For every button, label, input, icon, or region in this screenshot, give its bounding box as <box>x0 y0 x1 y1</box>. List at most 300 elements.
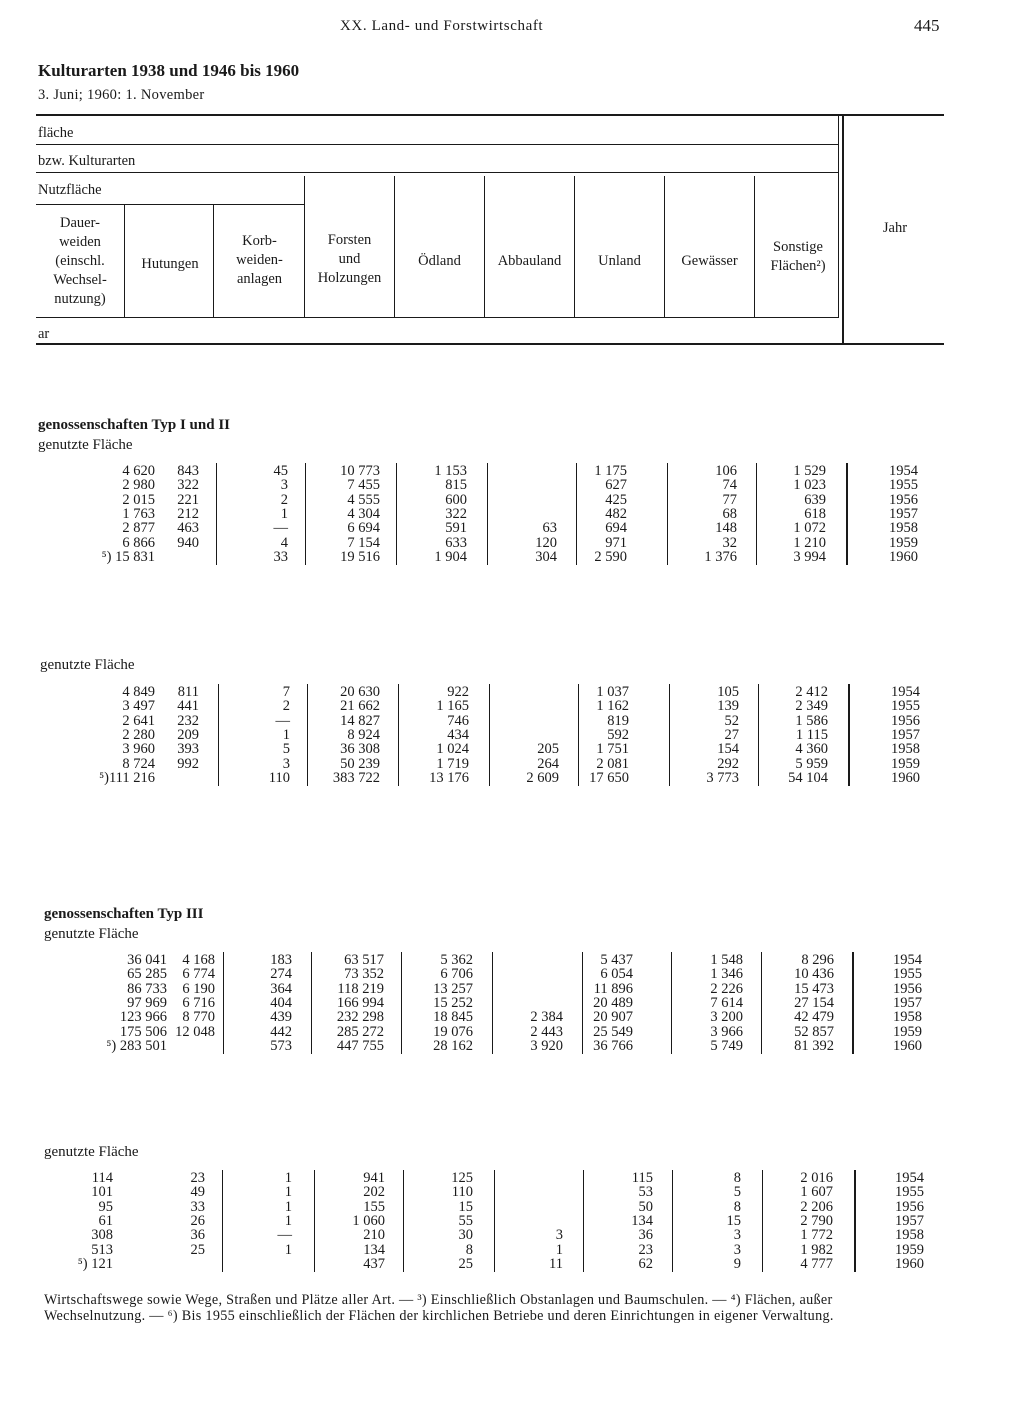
table-cell: 25 <box>190 1241 205 1258</box>
table-cell: ⁵) 283 501 <box>106 1037 167 1054</box>
col-header-text: Hutungen <box>141 256 199 272</box>
table-cell: ⁵) 15 831 <box>101 548 155 565</box>
table-cell: 627 <box>605 477 627 494</box>
table-cell: 8 724 <box>122 755 155 772</box>
header-unit: ar <box>38 326 50 342</box>
table-cell: 4 849 <box>122 684 155 700</box>
table-cell: 1 <box>284 1212 292 1229</box>
table-cell: 2 877 <box>122 520 155 537</box>
table-cell: 210 <box>363 1227 385 1244</box>
table-cell: 125 <box>451 1170 473 1186</box>
year-cell: 1959 <box>889 534 918 551</box>
column-divider <box>671 952 672 1054</box>
year-cell: 1958 <box>891 741 920 758</box>
column-divider <box>667 463 668 565</box>
table-cell: 77 <box>722 491 737 508</box>
table-cell: 1 763 <box>122 505 155 522</box>
column-divider <box>578 684 579 786</box>
column-divider <box>398 684 399 786</box>
table-cell: 2 590 <box>594 548 627 565</box>
table-cell: 13 176 <box>429 769 469 786</box>
table-cell: 811 <box>177 684 199 700</box>
table-cell: 425 <box>605 491 627 508</box>
column-divider <box>218 684 219 786</box>
table-cell: 922 <box>447 684 469 700</box>
year-cell: 1956 <box>891 712 920 729</box>
table-cell: 63 <box>542 520 557 537</box>
table-cell: 6 866 <box>122 534 155 551</box>
table-cell: 110 <box>268 769 290 786</box>
header-rule-1 <box>36 144 839 145</box>
header-divider-jahr <box>842 116 844 344</box>
column-divider <box>762 1170 763 1272</box>
table-cell: 513 <box>91 1241 113 1258</box>
year-cell: 1958 <box>893 1009 922 1026</box>
year-cell: 1958 <box>895 1227 924 1244</box>
table-cell: 1 751 <box>596 741 629 758</box>
section-1-subtitle: genutzte Fläche <box>38 437 133 453</box>
col-header-abbauland <box>485 252 574 271</box>
column-divider <box>669 684 670 786</box>
header-nutzflaeche: Nutzfläche <box>38 182 102 198</box>
table-cell: 442 <box>270 1023 292 1040</box>
column-divider <box>672 1170 673 1272</box>
table-cell: 154 <box>717 741 739 758</box>
table-cell: 1 165 <box>436 698 469 715</box>
table-cell: 5 749 <box>710 1037 743 1054</box>
table-cell: 383 722 <box>332 769 380 786</box>
year-cell: 1957 <box>891 726 920 743</box>
table-cell: 8 770 <box>182 1009 215 1026</box>
table-cell: 2 206 <box>800 1198 833 1215</box>
header-rule-3 <box>36 204 304 205</box>
table-cell: — <box>273 520 288 537</box>
table-cell: 1 023 <box>793 477 826 494</box>
table-cell: 441 <box>177 698 199 715</box>
col-header-dauerweiden <box>36 214 124 309</box>
column-divider <box>396 463 397 565</box>
year-cell: 1960 <box>895 1255 924 1272</box>
table-cell: 5 959 <box>795 755 828 772</box>
table-cell: 992 <box>177 755 199 772</box>
year-cell: 1959 <box>891 755 920 772</box>
table-cell: 746 <box>447 712 469 729</box>
year-cell: 1957 <box>895 1212 924 1229</box>
table-cell: 17 650 <box>589 769 629 786</box>
year-cell: 1954 <box>891 684 920 700</box>
table-cell: 322 <box>177 477 199 494</box>
table-cell: 12 048 <box>175 1023 215 1040</box>
table-cell: 843 <box>177 463 199 479</box>
table-cell: 7 455 <box>347 477 380 494</box>
table-cell: 36 308 <box>340 741 380 758</box>
table-cell: 1 024 <box>436 741 469 758</box>
table-cell: 4 <box>280 534 288 551</box>
table-cell: 5 <box>733 1184 741 1201</box>
table-cell: 97 969 <box>127 994 167 1011</box>
year-cell: 1955 <box>893 966 922 983</box>
table-cell: 73 352 <box>344 966 384 983</box>
table-cell: 2 016 <box>800 1170 833 1186</box>
column-divider <box>582 952 583 1054</box>
table-cell: 2 081 <box>596 755 629 772</box>
table-cell: 6 190 <box>182 980 215 997</box>
table-cell: 19 076 <box>433 1023 473 1040</box>
table-cell: 32 <box>722 534 737 551</box>
table-cell: 5 437 <box>600 952 633 968</box>
table-cell: 14 827 <box>340 712 380 729</box>
year-cell: 1957 <box>889 505 918 522</box>
section-1-title: genossenschaften Typ I und II <box>38 417 231 433</box>
table-cell: 55 <box>458 1212 473 1229</box>
table-cell: 8 296 <box>801 952 834 968</box>
table-cell: 1 548 <box>710 952 743 968</box>
table-cell: 53 <box>638 1184 653 1201</box>
table-cell: 205 <box>537 741 559 758</box>
table-cell: 1 904 <box>434 548 467 565</box>
table-cell: 1 529 <box>793 463 826 479</box>
col-header-korbweiden <box>215 232 304 289</box>
table-cell: 463 <box>177 520 199 537</box>
year-cell: 1954 <box>893 952 922 968</box>
table-cell: 1 037 <box>596 684 629 700</box>
table-cell: 971 <box>605 534 627 551</box>
column-divider <box>852 952 854 1054</box>
table-cell: 573 <box>270 1037 292 1054</box>
table-cell: 3 773 <box>706 769 739 786</box>
table-cell: 23 <box>190 1170 205 1186</box>
table-cell: 1 072 <box>793 520 826 537</box>
table-cell: 52 857 <box>794 1023 834 1040</box>
column-divider <box>758 684 759 786</box>
table-cell: 404 <box>270 994 292 1011</box>
table-cell: 183 <box>270 952 292 968</box>
header-vline-1 <box>124 205 125 317</box>
footnote-line-2: Wechselnutzung. — ⁶) Bis 1955 einschließlich der Flächen der kirchlichen Betriebe und deren Einrichtungen in eigener Verwaltung. <box>44 1308 834 1324</box>
column-divider <box>216 463 217 565</box>
year-cell: 1960 <box>889 548 918 565</box>
table-cell: 439 <box>270 1009 292 1026</box>
header-vline-5 <box>484 176 485 317</box>
header-flaeche: fläche <box>38 125 74 141</box>
table-cell: 15 <box>458 1198 473 1215</box>
table-cell: 3 <box>733 1227 741 1244</box>
running-head: XX. Land- und Forstwirtschaft <box>340 18 544 34</box>
table-cell: 27 154 <box>794 994 834 1011</box>
table-cell: 2 <box>280 491 288 508</box>
table-cell: 3 200 <box>710 1009 743 1026</box>
table-cell: 36 <box>190 1227 205 1244</box>
table-cell: 105 <box>717 684 739 700</box>
table-cell: 63 517 <box>344 952 384 968</box>
table-cell: 3 <box>280 477 288 494</box>
table-cell: 155 <box>363 1198 385 1215</box>
table-cell: 148 <box>715 520 737 537</box>
table-cell: 115 <box>631 1170 653 1186</box>
table-cell: 33 <box>190 1198 205 1215</box>
column-divider <box>403 1170 404 1272</box>
year-cell: 1959 <box>893 1023 922 1040</box>
table-cell: 175 506 <box>119 1023 167 1040</box>
table-cell: 25 549 <box>593 1023 633 1040</box>
table-cell: 1 <box>284 1241 292 1258</box>
year-cell: 1956 <box>889 491 918 508</box>
year-cell: 1959 <box>895 1241 924 1258</box>
col-header-text: Ödland <box>418 253 461 269</box>
column-divider <box>307 684 308 786</box>
table-cell: 264 <box>537 755 559 772</box>
table-cell: 1 162 <box>596 698 629 715</box>
table-cell: 6 706 <box>440 966 473 983</box>
table-cell: 7 614 <box>710 994 743 1011</box>
table-cell: 2 443 <box>530 1023 563 1040</box>
year-cell: 1955 <box>891 698 920 715</box>
header-vline-6 <box>574 176 575 317</box>
table-cell: 3 966 <box>710 1023 743 1040</box>
column-divider <box>761 952 762 1054</box>
table-cell: 49 <box>190 1184 205 1201</box>
table-cell: 36 <box>638 1227 653 1244</box>
table-cell: ⁵)111 216 <box>99 769 155 786</box>
table-cell: 3 920 <box>530 1037 563 1054</box>
table-cell: 118 219 <box>337 980 384 997</box>
table-cell: 1 060 <box>352 1212 385 1229</box>
table-cell: 292 <box>717 755 739 772</box>
col-header-hutungen <box>126 255 214 274</box>
table-cell: 42 479 <box>794 1009 834 1026</box>
table-cell: 592 <box>607 726 629 743</box>
table-cell: 2 412 <box>795 684 828 700</box>
table-cell: 633 <box>445 534 467 551</box>
table-cell: 8 <box>733 1170 741 1186</box>
table-cell: 1 <box>280 505 288 522</box>
table-cell: 1 376 <box>704 548 737 565</box>
page-number: 445 <box>914 16 940 35</box>
table-cell: 2 015 <box>122 491 155 508</box>
table-cell: 202 <box>363 1184 385 1201</box>
table-cell: 308 <box>91 1227 113 1244</box>
table-cell: 8 924 <box>347 726 380 743</box>
table-cell: 232 <box>177 712 199 729</box>
table-cell: 18 845 <box>433 1009 473 1026</box>
table-cell: 600 <box>445 491 467 508</box>
table-cell: 10 436 <box>794 966 834 983</box>
table-cell: 23 <box>638 1241 653 1258</box>
col-header-text: Jahr <box>882 220 908 236</box>
table-cell: 4 777 <box>800 1255 833 1272</box>
table-cell: 322 <box>445 505 467 522</box>
year-cell: 1960 <box>893 1037 922 1054</box>
table-cell: 5 <box>282 741 290 758</box>
table-cell: 393 <box>177 741 199 758</box>
column-divider <box>576 463 577 565</box>
table-cell: 62 <box>638 1255 653 1272</box>
table-cell: 815 <box>445 477 467 494</box>
table-cell: 940 <box>177 534 199 551</box>
table-cell: 9 <box>733 1255 741 1272</box>
column-divider <box>314 1170 315 1272</box>
table-cell: 134 <box>631 1212 653 1229</box>
table-cell: 6 774 <box>182 966 215 983</box>
year-cell: 1955 <box>889 477 918 494</box>
table-cell: 1 210 <box>793 534 826 551</box>
year-cell: 1954 <box>889 463 918 479</box>
table-cell: 15 <box>726 1212 741 1229</box>
table-cell: 3 <box>555 1227 563 1244</box>
table-cell: 11 896 <box>593 980 633 997</box>
table-cell: 26 <box>190 1212 205 1229</box>
year-cell: 1956 <box>893 980 922 997</box>
table-cell: 2 384 <box>530 1009 563 1026</box>
table-cell: 274 <box>270 966 292 983</box>
table-cell: 139 <box>717 698 739 715</box>
table-cell: 114 <box>91 1170 113 1186</box>
column-divider <box>222 1170 223 1272</box>
table-cell: 28 162 <box>433 1037 473 1054</box>
header-bottom-rule <box>36 343 944 345</box>
col-header-jahr <box>846 219 944 238</box>
table-cell: 11 <box>549 1255 563 1272</box>
table-cell: 86 733 <box>127 980 167 997</box>
table-cell: 2 609 <box>526 769 559 786</box>
column-divider <box>848 684 850 786</box>
table-cell: 36 766 <box>593 1037 633 1054</box>
table-cell: 1 346 <box>710 966 743 983</box>
year-cell: 1956 <box>895 1198 924 1215</box>
table-cell: 50 239 <box>340 755 380 772</box>
table-cell: 1 <box>282 726 290 743</box>
table-cell: 285 272 <box>336 1023 384 1040</box>
table-cell: 1 115 <box>795 726 828 743</box>
table-cell: 7 <box>282 684 290 700</box>
table-cell: 1 607 <box>800 1184 833 1201</box>
table-cell: — <box>277 1227 292 1244</box>
table-cell: 1 772 <box>800 1227 833 1244</box>
table-cell: — <box>275 712 290 729</box>
table-cell: 74 <box>722 477 737 494</box>
table-cell: 639 <box>804 491 826 508</box>
table-cell: 30 <box>458 1227 473 1244</box>
column-divider <box>846 463 848 565</box>
table-cell: 209 <box>177 726 199 743</box>
table-cell: 20 630 <box>340 684 380 700</box>
header-vline-4 <box>394 176 395 317</box>
table-cell: 1 <box>555 1241 563 1258</box>
table-cell: 36 041 <box>127 952 167 968</box>
column-divider <box>756 463 757 565</box>
col-header-forsten <box>305 231 394 288</box>
table-cell: 106 <box>715 463 737 479</box>
col-header-text: Unland <box>598 253 641 269</box>
table-cell: ⁵) 121 <box>77 1255 113 1272</box>
table-cell: 6 716 <box>182 994 215 1011</box>
table-cell: 1 982 <box>800 1241 833 1258</box>
table-cell: 166 994 <box>336 994 384 1011</box>
table-cell: 4 555 <box>347 491 380 508</box>
table-cell: 19 516 <box>340 548 380 565</box>
page-subtitle: 3. Juni; 1960: 1. November <box>38 87 205 103</box>
table-cell: 2 280 <box>122 726 155 743</box>
table-cell: 2 349 <box>795 698 828 715</box>
table-cell: 101 <box>91 1184 113 1201</box>
table-cell: 819 <box>607 712 629 729</box>
table-cell: 4 168 <box>182 952 215 968</box>
table-cell: 95 <box>98 1198 113 1215</box>
table-cell: 3 497 <box>122 698 155 715</box>
table-cell: 25 <box>458 1255 473 1272</box>
table-cell: 694 <box>605 520 627 537</box>
table-cell: 134 <box>363 1241 385 1258</box>
table-cell: 447 755 <box>336 1037 384 1054</box>
year-cell: 1957 <box>893 994 922 1011</box>
table-cell: 8 <box>465 1241 473 1258</box>
table-cell: 15 252 <box>433 994 473 1011</box>
table-cell: 68 <box>722 505 737 522</box>
table-cell: 212 <box>177 505 199 522</box>
header-divider-right <box>838 116 839 318</box>
col-header-gewaesser <box>665 252 754 271</box>
table-cell: 618 <box>804 505 826 522</box>
table-cell: 120 <box>535 534 557 551</box>
section-4-subtitle: genutzte Fläche <box>44 1144 139 1160</box>
table-cell: 1 <box>284 1170 292 1186</box>
year-cell: 1954 <box>895 1170 924 1186</box>
table-cell: 1 153 <box>434 463 467 479</box>
table-cell: 110 <box>451 1184 473 1201</box>
column-divider <box>583 1170 584 1272</box>
table-cell: 50 <box>638 1198 653 1215</box>
table-cell: 20 907 <box>593 1009 633 1026</box>
table-cell: 3 <box>282 755 290 772</box>
year-cell: 1960 <box>891 769 920 786</box>
table-cell: 8 <box>733 1198 741 1215</box>
column-divider <box>494 1170 495 1272</box>
table-cell: 6 694 <box>347 520 380 537</box>
table-cell: 21 662 <box>340 698 380 715</box>
table-cell: 4 304 <box>347 505 380 522</box>
table-cell: 10 773 <box>340 463 380 479</box>
table-cell: 1 719 <box>436 755 469 772</box>
table-cell: 232 298 <box>336 1009 384 1026</box>
column-divider <box>311 952 312 1054</box>
year-cell: 1958 <box>889 520 918 537</box>
col-header-text: Gewässer <box>681 253 738 269</box>
col-header-text: Forsten und Holzungen <box>317 232 382 286</box>
table-cell: 434 <box>447 726 469 743</box>
table-cell: 3 <box>733 1241 741 1258</box>
table-cell: 3 994 <box>793 548 826 565</box>
table-cell: 54 104 <box>788 769 828 786</box>
table-cell: 52 <box>724 712 739 729</box>
table-cell: 123 966 <box>119 1009 167 1026</box>
col-header-unland <box>575 252 664 271</box>
table-cell: 27 <box>724 726 739 743</box>
table-cell: 1 175 <box>594 463 627 479</box>
table-cell: 437 <box>363 1255 385 1272</box>
table-cell: 4 360 <box>795 741 828 758</box>
column-divider <box>223 952 224 1054</box>
section-2-subtitle: genutzte Fläche <box>40 657 135 673</box>
table-cell: 81 392 <box>794 1037 834 1054</box>
footnote-line-1: Wirtschaftswege sowie Wege, Straßen und Plätze aller Art. — ³) Einschließlich Obstanlagen und Baumschulen. — ⁴) Flächen, außer <box>44 1292 833 1308</box>
table-cell: 591 <box>445 520 467 537</box>
table-cell: 364 <box>270 980 292 997</box>
header-rule-4 <box>36 317 839 318</box>
section-3-subtitle: genutzte Fläche <box>44 926 139 942</box>
col-header-oedland <box>395 252 484 271</box>
col-header-text: Korb- weiden- anlagen <box>236 233 283 287</box>
year-cell: 1955 <box>895 1184 924 1201</box>
